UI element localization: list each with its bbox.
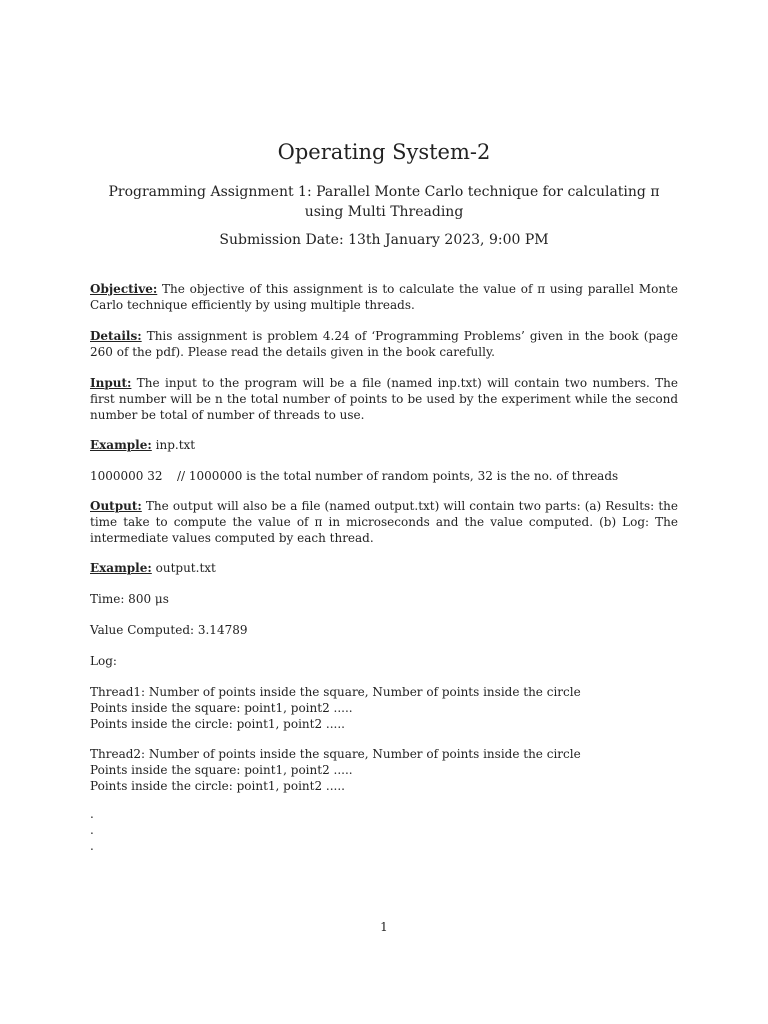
thread1-log-block [90, 684, 581, 732]
example-filename: inp.txt [155, 438, 196, 452]
example-output-heading [90, 560, 216, 576]
continuation-dot: . [90, 823, 94, 837]
example-input-values: 1000000 32 [90, 469, 163, 483]
output-text: The output will also be a file (named output.txt) will contain two parts: (a) Results: the time take to compute the value of π in microseconds and the value computed. (b) Log: The intermediate values computed by each thread. [90, 499, 678, 545]
thread2-square-line: Points inside the square: point1, point2 ..... [90, 763, 353, 777]
objective-text: The objective of this assignment is to calculate the value of π using parallel Monte Carlo technique efficiently by using multiple threads. [90, 282, 678, 312]
continuation-dot: . [90, 839, 94, 853]
output-paragraph [90, 498, 678, 546]
continuation-dot: . [90, 807, 94, 821]
thread2-circle-line: Points inside the circle: point1, point2 ..... [90, 779, 345, 793]
input-paragraph [90, 375, 678, 423]
example-input-comment: // 1000000 is the total number of random points, 32 is the no. of threads [177, 469, 619, 483]
output-label: Output: [90, 499, 142, 513]
input-text: The input to the program will be a file (named inp.txt) will contain two numbers. The first number will be n the total number of points to be used by the experiment while the second number be total of number of threads to use. [90, 376, 678, 422]
output-value-line: Value Computed: 3.14789 [90, 623, 248, 637]
example-label: Example: [90, 561, 152, 575]
details-paragraph [90, 328, 678, 360]
thread1-line: Thread1: Number of points inside the square, Number of points inside the circle [90, 685, 581, 699]
example-filename: output.txt [155, 561, 216, 575]
thread2-log-block [90, 746, 581, 794]
output-time-line: Time: 800 μs [90, 592, 169, 606]
page-number: 1 [380, 920, 388, 934]
example-label: Example: [90, 438, 152, 452]
objective-label: Objective: [90, 282, 158, 296]
example-input-heading [90, 437, 195, 453]
thread1-square-line: Points inside the square: point1, point2 ..... [90, 701, 353, 715]
thread2-line: Thread2: Number of points inside the square, Number of points inside the circle [90, 747, 581, 761]
objective-paragraph [90, 281, 678, 313]
input-label: Input: [90, 376, 132, 390]
page-title: Operating System-2 [277, 140, 491, 164]
details-text: This assignment is problem 4.24 of ‘Programming Problems’ given in the book (page 260 of the pdf). Please read the details given in the book carefully. [90, 329, 678, 359]
subtitle-line-2: using Multi Threading [304, 204, 464, 220]
thread1-circle-line: Points inside the circle: point1, point2 ..... [90, 717, 345, 731]
details-label: Details: [90, 329, 142, 343]
submission-date: Submission Date: 13th January 2023, 9:00 PM [219, 232, 549, 248]
subtitle-line-1: Programming Assignment 1: Parallel Monte Carlo technique for calculating π [108, 184, 660, 200]
assignment-subtitle [0, 182, 768, 222]
output-log-label: Log: [90, 654, 117, 668]
